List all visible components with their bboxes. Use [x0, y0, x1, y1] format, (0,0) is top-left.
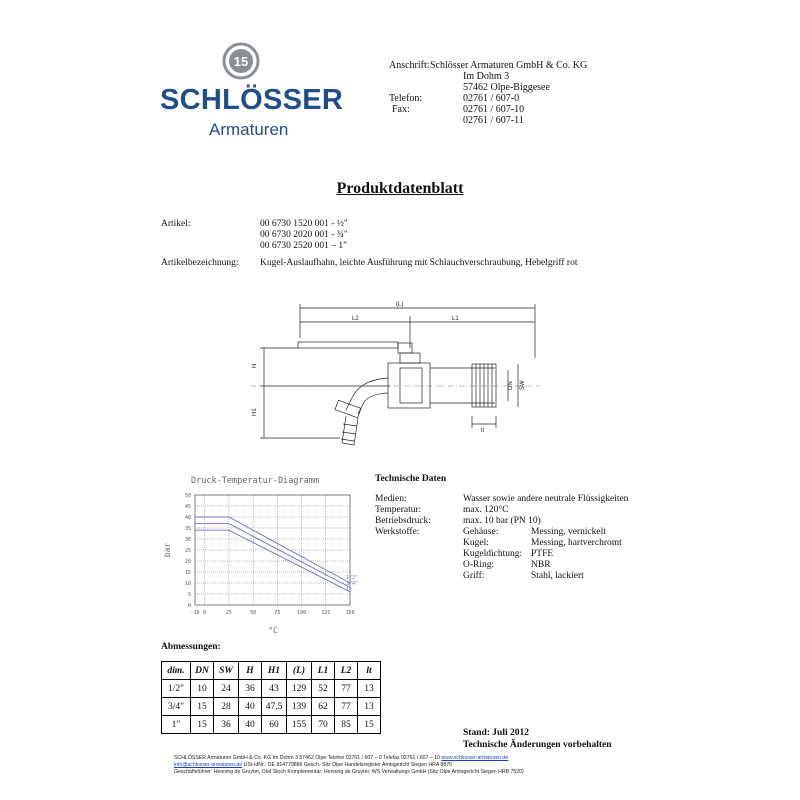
chart-series-label: 1/2" [346, 575, 359, 581]
article-number-2: 00 6730 2020 001 - ¾" [260, 230, 348, 240]
chart-y-tick-label: 50 [184, 492, 191, 499]
chart-y-axis-label: bar [163, 542, 172, 558]
logo-emblem-icon [222, 42, 260, 80]
material-value-ball-seal: PTFE [531, 549, 554, 559]
table-cell: 24 [214, 680, 239, 698]
chart-x-tick-label: 125 [321, 610, 331, 616]
chart-series-label: 1" [346, 586, 353, 593]
dim-H1-label: H1 [252, 408, 258, 416]
table-header: DN [191, 662, 214, 680]
table-cell: 10 [191, 680, 214, 698]
table-header: (L) [287, 662, 312, 680]
table-cell: 47,5 [262, 698, 287, 716]
chart-x-tick-label: 150 [345, 610, 355, 616]
company-logo [160, 40, 344, 139]
document-title: Produktdatenblatt [336, 180, 464, 197]
table-cell: 85 [335, 716, 358, 734]
chart-y-tick-label: 35 [184, 525, 191, 532]
table-cell: 13 [358, 680, 381, 698]
table-cell: 1" [162, 716, 191, 734]
dim-H-label: H [252, 363, 258, 368]
svg-text:15: 15 [233, 54, 249, 69]
chart-series-line [195, 517, 350, 583]
logo-subline: Armaturen [209, 120, 289, 139]
table-cell: 77 [335, 680, 358, 698]
table-cell: 15 [191, 716, 214, 734]
footer-line-1 [174, 755, 508, 762]
chart-x-tick-label: 0 [203, 610, 207, 616]
tech-value-temperature: max. 120°C [463, 505, 509, 515]
fax-value-1: 02761 / 607-10 [463, 104, 525, 115]
chart-title: Druck-Temperatur-Diagramm [191, 476, 319, 486]
chart-y-tick-label: 5 [187, 591, 191, 598]
table-row [162, 716, 381, 734]
dimensions-table [161, 661, 381, 734]
chart-y-tick-label: 25 [184, 547, 191, 554]
footer-website-link[interactable]: www.schlosser-armaturen.de [441, 755, 509, 761]
chart-y-tick-label: 30 [184, 536, 191, 543]
table-cell: 62 [312, 698, 335, 716]
dim-L2-label: L2 [352, 316, 359, 322]
footer-registration: USt-IdNr.: DE 814779886 Gesch.-Sitz Olpe Handelsregister Amtsgericht Siegen HRA 8876 [243, 762, 453, 768]
dim-SW-label: SW [520, 380, 526, 390]
tech-label-media: Medien: [375, 494, 407, 504]
fax-value-2: 02761 / 607-11 [463, 115, 524, 126]
dim-L1-label: L1 [452, 316, 459, 322]
chart-x-tick-label: 50 [250, 610, 257, 616]
article-number-1: 00 6730 1520 001 - ½" [260, 219, 348, 229]
material-label-ball-seal: Kugeldichtung: [463, 549, 523, 559]
table-cell: 15 [358, 716, 381, 734]
table-cell: 1/2" [162, 680, 191, 698]
table-cell: 3/4" [162, 698, 191, 716]
table-header: L2 [335, 662, 358, 680]
table-cell: 15 [191, 698, 214, 716]
table-cell: 13 [358, 698, 381, 716]
table-header: H1 [262, 662, 287, 680]
material-value-handle: Stahl, lackiert [531, 571, 584, 581]
table-header: H [239, 662, 262, 680]
tech-label-materials: Werkstoffe: [375, 527, 420, 537]
material-label-oring: O-Ring: [463, 560, 495, 570]
dim-DN-label: DN [508, 381, 514, 390]
article-number-3: 00 6730 2520 001 – 1" [260, 241, 348, 251]
table-cell: 60 [262, 716, 287, 734]
table-header: dim. [162, 662, 191, 680]
table-row [162, 698, 381, 716]
address-city: 57462 Olpe-Biggesee [463, 82, 550, 93]
footer-email-link[interactable]: info@schlosser-armaturen.de [174, 762, 243, 768]
chart-series-line [195, 524, 350, 588]
chart-y-tick-label: 10 [184, 580, 191, 587]
chart-y-tick-label: 0 [187, 602, 191, 609]
table-cell: 139 [287, 698, 312, 716]
table-cell: 52 [312, 680, 335, 698]
phone-label: Telefon: [389, 93, 423, 104]
material-label-housing: Gehäuse: [463, 527, 499, 537]
fax-label: Fax: [392, 104, 410, 115]
chart-series-label: 3/4" [346, 580, 359, 587]
table-cell: 70 [312, 716, 335, 734]
tech-label-temperature: Temperatur: [375, 505, 422, 515]
revision-note: Technische Änderungen vorbehalten [463, 740, 612, 750]
table-header: L1 [312, 662, 335, 680]
table-cell: 36 [239, 680, 262, 698]
footer-line-2 [174, 762, 452, 769]
dim-lt-label: lt [481, 428, 484, 434]
chart-x-tick-label: 100 [297, 610, 307, 616]
table-header: SW [214, 662, 239, 680]
table-header-row [162, 662, 381, 680]
tech-value-media: Wasser sowie andere neutrale Flüssigkeiten [463, 494, 629, 504]
table-cell: 40 [239, 716, 262, 734]
dim-L-label: (L) [396, 302, 404, 308]
table-cell: 77 [335, 698, 358, 716]
logo-wordmark: SCHLÖSSER [160, 84, 344, 116]
tech-data-heading: Technische Daten [375, 474, 447, 484]
article-desc-label: Artikelbezeichnung: [161, 258, 239, 268]
table-row [162, 680, 381, 698]
table-header: lt [358, 662, 381, 680]
chart-x-axis-label: °C [268, 626, 278, 635]
chart-y-tick-label: 15 [184, 569, 191, 576]
chart-y-tick-label: 20 [184, 558, 191, 565]
dimensions-heading: Abmessungen: [161, 642, 221, 652]
address-street: Im Dohm 3 [463, 71, 510, 82]
chart-y-tick-label: 40 [184, 514, 191, 521]
material-label-ball: Kugel: [463, 538, 489, 548]
table-cell: 43 [262, 680, 287, 698]
table-cell: 40 [239, 698, 262, 716]
pressure-temperature-chart [160, 470, 375, 640]
tech-label-pressure: Betriebsdruck: [375, 516, 431, 526]
material-value-ball: Messing, hartverchromt [531, 538, 622, 548]
table-cell: 129 [287, 680, 312, 698]
material-value-oring: NBR [531, 560, 551, 570]
article-label: Artikel: [161, 219, 191, 229]
material-label-handle: Griff: [463, 571, 485, 581]
material-value-housing: Messing, vernickelt [531, 527, 606, 537]
article-desc: Kugel-Auslaufhahn, leichte Ausführung mit Schlauchverschraubung, Hebelgriff rot [260, 258, 578, 268]
revision-date: Stand: Juli 2012 [463, 728, 529, 738]
table-cell: 28 [214, 698, 239, 716]
chart-x-tick-label: 75 [274, 610, 281, 616]
table-cell: 36 [214, 716, 239, 734]
chart-x-tick-label: 25 [225, 610, 232, 616]
footer-company-line: SCHLÖSSER Armaturen GmbH & Co. KG Im Dohm 3 57462 Olpe Telefon 02761 / 607 – 0 Telefax 02761 / 607 – 10 [174, 755, 440, 761]
phone-value: 02761 / 607-0 [463, 93, 520, 104]
tech-value-pressure: max. 10 bar (PN 10) [463, 516, 541, 526]
valve-technical-drawing [250, 298, 550, 450]
footer-line-3: Geschäftsführer: Henning de Gruyter, Olaf Stoch Komplementär: Henning de Gruyter, WS Verwaltungs GmbH (Sitz Olpe Amtsgericht Siegen HRB 7520) [174, 769, 524, 775]
chart-y-tick-label: 45 [184, 503, 191, 510]
address-company: Schlösser Armaturen GmbH & Co. KG [430, 60, 588, 71]
chart-x-tick-label: -10 [190, 610, 200, 616]
table-cell: 155 [287, 716, 312, 734]
address-label: Anschrift: [389, 60, 430, 71]
